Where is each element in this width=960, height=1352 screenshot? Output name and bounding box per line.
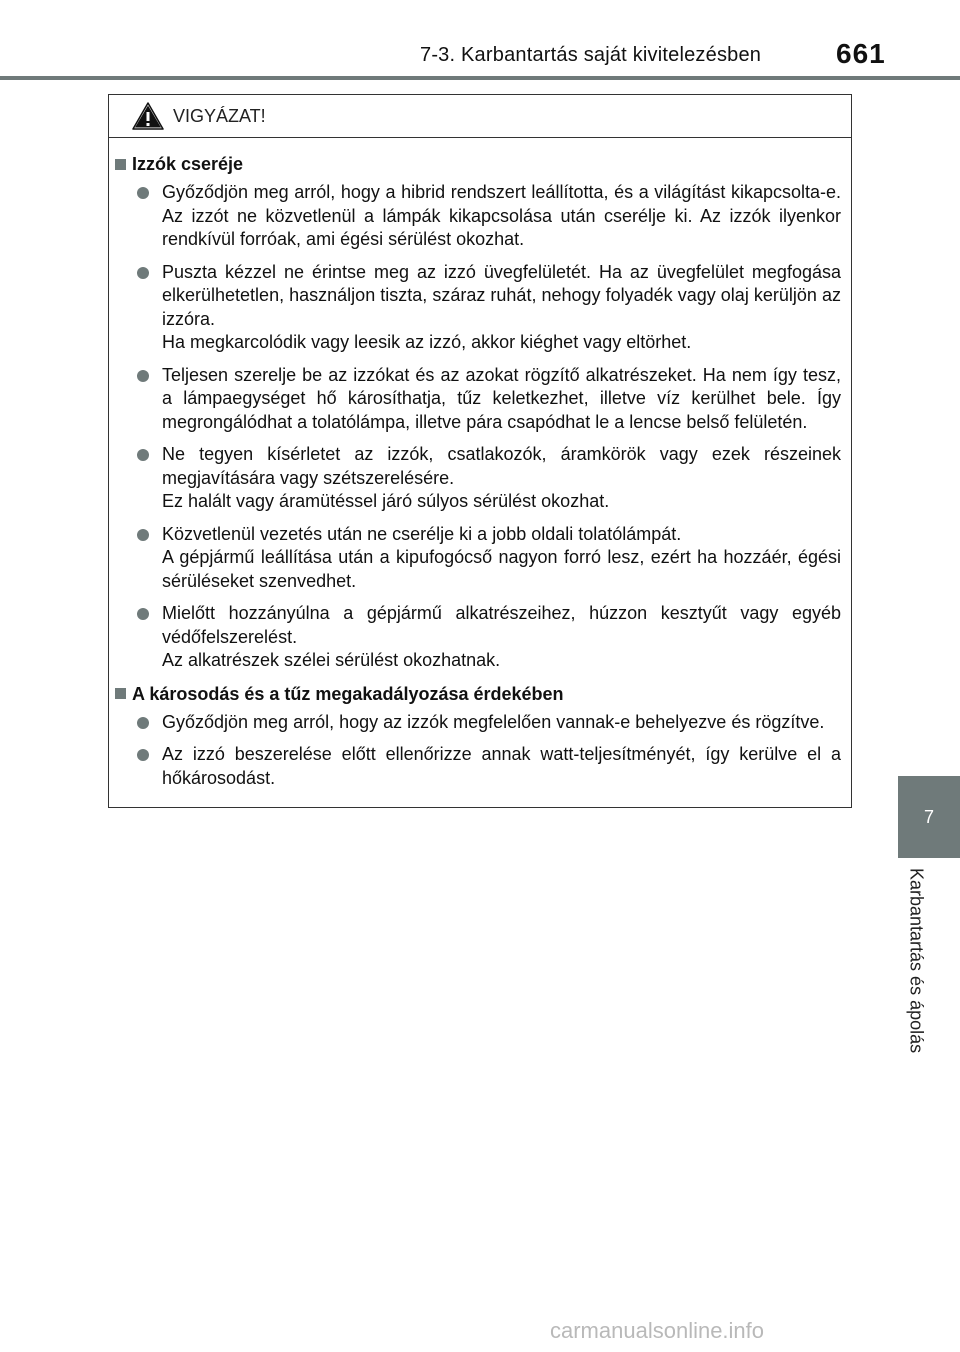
section-heading <box>115 682 841 706</box>
list-item-text <box>160 364 841 435</box>
bullet-column <box>115 261 160 355</box>
round-bullet-icon <box>137 717 149 729</box>
warning-triangle-icon <box>131 101 165 131</box>
warning-header <box>109 95 851 138</box>
list-item-paragraph: Győződjön meg arról, hogy az izzók megfelelően vannak-e behelyezve és rögzítve. <box>162 711 825 732</box>
warning-box <box>108 94 852 808</box>
list-item-text <box>160 261 841 355</box>
warning-title: VIGYÁZAT! <box>173 105 266 126</box>
header-rule <box>0 76 960 80</box>
list-item-note: Az alkatrészek szélei sérülést okozhatnak. <box>162 650 501 670</box>
list-item <box>115 181 841 252</box>
list-item-paragraph: Mielőtt hozzányúlna a gépjármű alkatrészeihez, húzzon kesztyűt vagy egyéb védőfelszerelést. <box>162 603 841 647</box>
list-item-text <box>160 743 841 790</box>
round-bullet-icon <box>137 529 149 541</box>
list-item-paragraph: Győződjön meg arról, hogy a hibrid rendszert leállította, és a világítást kikapcsolta-e. Az izzót ne közvetlenül a lámpák kikapcsolása után cserélje ki. Az izzók ilyenkor rendkívül forróak, ami égési sérülést okozhat. <box>162 182 841 249</box>
list-item <box>115 743 841 790</box>
list-item-note: Ez halált vagy áramütéssel járó súlyos sérülést okozhat. <box>162 491 610 511</box>
list-item <box>115 711 841 735</box>
chapter-label-text: Karbantartás és ápolás <box>906 868 927 1054</box>
list-item-paragraph: Puszta kézzel ne érintse meg az izzó üvegfelületét. Ha az üvegfelület megfogása elkerülhetetlen, használjon tiszta, száraz ruhát, nehogy folyadék vagy olaj kerüljön az izzóra. <box>162 261 841 329</box>
list-item <box>115 364 841 435</box>
bullet-column <box>115 602 160 673</box>
list-item-paragraph: Ne tegyen kísérletet az izzók, csatlakozók, áramkörök vagy ezek részeinek megjavítására vagy szétszerelésére. <box>162 444 841 488</box>
list-item <box>115 602 841 673</box>
round-bullet-icon <box>137 449 149 461</box>
round-bullet-icon <box>137 370 149 382</box>
chapter-tab: 7 <box>898 776 960 858</box>
page-number: 661 <box>836 38 886 69</box>
list-item-note: Ha megkarcolódik vagy leesik az izzó, akkor kiéghet vagy eltörhet. <box>162 332 692 352</box>
watermark: carmanualsonline.info <box>550 1318 765 1343</box>
bullet-column <box>115 364 160 435</box>
square-bullet-icon <box>115 688 126 699</box>
square-bullet-icon <box>115 159 126 170</box>
list-item <box>115 523 841 594</box>
section-heading-text: A károsodás és a tűz megakadályozása érdekében <box>132 683 564 704</box>
round-bullet-icon <box>137 267 149 279</box>
warning-body <box>109 138 851 790</box>
bullet-column <box>115 443 160 514</box>
bullet-column <box>115 181 160 252</box>
list-item <box>115 443 841 514</box>
chapter-tab-label <box>896 868 936 1080</box>
round-bullet-icon <box>137 608 149 620</box>
list-item-paragraph: Az izzó beszerelése előtt ellenőrizze annak watt-teljesítményét, így kerülve el a hőkárosodást. <box>162 744 841 788</box>
list-item-text <box>160 602 841 673</box>
list-item-text <box>160 443 841 514</box>
list-item-paragraph: Közvetlenül vezetés után ne cserélje ki a jobb oldali tolatólámpát. <box>162 523 682 544</box>
section-heading <box>115 152 841 176</box>
bullet-column <box>115 711 160 735</box>
round-bullet-icon <box>137 187 149 199</box>
list-item-text <box>160 711 841 735</box>
round-bullet-icon <box>137 749 149 761</box>
running-header-title: 7-3. Karbantartás saját kivitelezésben <box>420 44 762 66</box>
list-item-paragraph: Teljesen szerelje be az izzókat és az azokat rögzítő alkatrészeket. Ha nem így tesz, a lámpaegységet hő károsíthatja, tűz keletkezhet, illetve víz kerülhet bele. Így megrongálódhat a tolatólámpa, illetve pára csapódhat le a lencse belső felületén. <box>162 364 841 432</box>
list-item-text <box>160 523 841 594</box>
bullet-column <box>115 523 160 594</box>
list-item-text <box>160 181 841 252</box>
bullet-column <box>115 743 160 790</box>
section-heading-text: Izzók cseréje <box>132 154 244 174</box>
list-item <box>115 261 841 355</box>
list-item-note: A gépjármű leállítása után a kipufogócső nagyon forró lesz, ezért ha hozzáér, égési sérüléseket szenvedhet. <box>162 547 841 591</box>
